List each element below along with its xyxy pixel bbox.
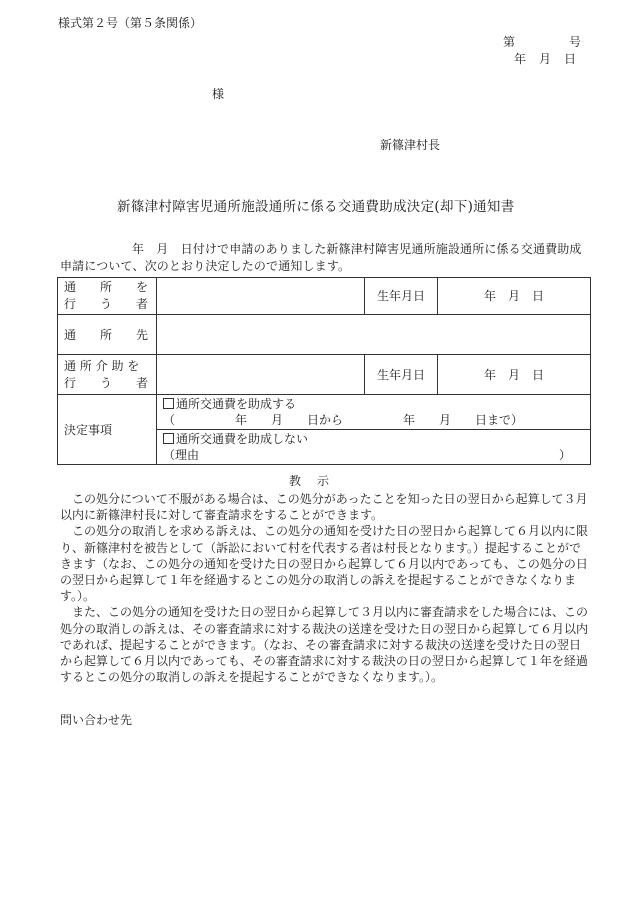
document-title: 新篠津村障害児通所施設通所に係る交通費助成決定(却下)通知書 [117,199,515,215]
grant-option [163,396,584,412]
table-row [58,278,591,315]
intro-paragraph: 年 月 日付けで申請のありました新篠津村障害児通所施設通所に係る交通費助成申請について、次のとおり決定したので通知します。 [60,242,582,273]
commuter-dob-value[interactable]: 年 月 日 [438,278,591,315]
assistant-label-line-1: 通 所 介 助 を [64,358,140,373]
grant-cell [157,395,591,430]
commuter-label-line-2: 行 う 者 [64,297,149,311]
table-row [58,315,591,355]
sender-name: 新篠津村長 [380,138,441,152]
document-number-label: 第 [503,35,516,49]
document-number-suffix: 号 [569,35,582,49]
assistant-dob-value[interactable]: 年 月 日 [438,355,591,395]
assistant-label [58,355,157,395]
instruction-heading: 教 示 [289,474,332,488]
instruction-paragraph-3: また、この処分の通知を受けた日の翌日から起算して３月以内に審査請求をした場合には、この処分の取消しの訴えは、その審査請求に対する裁決の送達を受けた日の翌日から起算して６月以内であれば、提起することができます。（なお、その審査請求に対する裁決の送達を受けた日の翌日から起算して６月以内であっても、その審査請求に対する裁決の日の翌日から起算して１年を経過するとこの処分の取消しの訴えを提起することができなくなります。）。 [60,605,589,685]
deny-option [163,431,584,447]
destination-value[interactable] [157,315,591,355]
grant-period: （ 年 月 日から 年 月 日まで） [163,413,524,427]
assistant-value[interactable] [157,355,365,395]
deny-option-label: 通所交通費を助成しない [176,432,309,446]
assistant-label-line-2: 行 う 者 [64,375,149,390]
form-number: 様式第２号（第５条関係） [58,16,203,30]
commuter-label-line-1: 通 所 を [64,280,149,294]
instruction-paragraph-1: この処分について不服がある場合は、この処分があったことを知った日の翌日から起算して３月以内に新篠津村長に対して審査請求をすることができます。 [60,492,588,523]
grant-checkbox[interactable] [163,398,174,409]
destination-label: 通 所 先 [58,315,157,355]
commuter-label [58,278,157,315]
decision-label: 決定事項 [58,395,157,465]
commuter-value[interactable] [157,278,365,315]
decision-table [57,277,591,465]
instruction-paragraph-2: この処分の取消しを求める訴えは、この処分の通知を受けた日の翌日から起算して６月以内に限り、新篠津村を被告として（訴訟において村を代表する者は村長となります。）提起することができます（なお、この処分の通知を受けた日の翌日から起算して６月以内であっても、この処分の日の翌日から起算して１年を経過するとこの処分の取消しの訴えを提起することができなくなります。）。 [60,524,589,604]
deny-reason: （理由 ） [163,448,572,462]
deny-checkbox[interactable] [163,433,174,444]
table-row [58,395,591,430]
table-row [58,355,591,395]
commuter-dob-label: 生年月日 [365,278,438,315]
instruction-text [60,491,590,685]
assistant-dob-label: 生年月日 [365,355,438,395]
deny-cell [157,430,591,465]
grant-option-label: 通所交通費を助成する [176,397,297,411]
contact-label: 問い合わせ先 [60,713,133,727]
addressee-honorific: 様 [212,87,225,101]
issue-date: 年 月 日 [514,52,577,66]
